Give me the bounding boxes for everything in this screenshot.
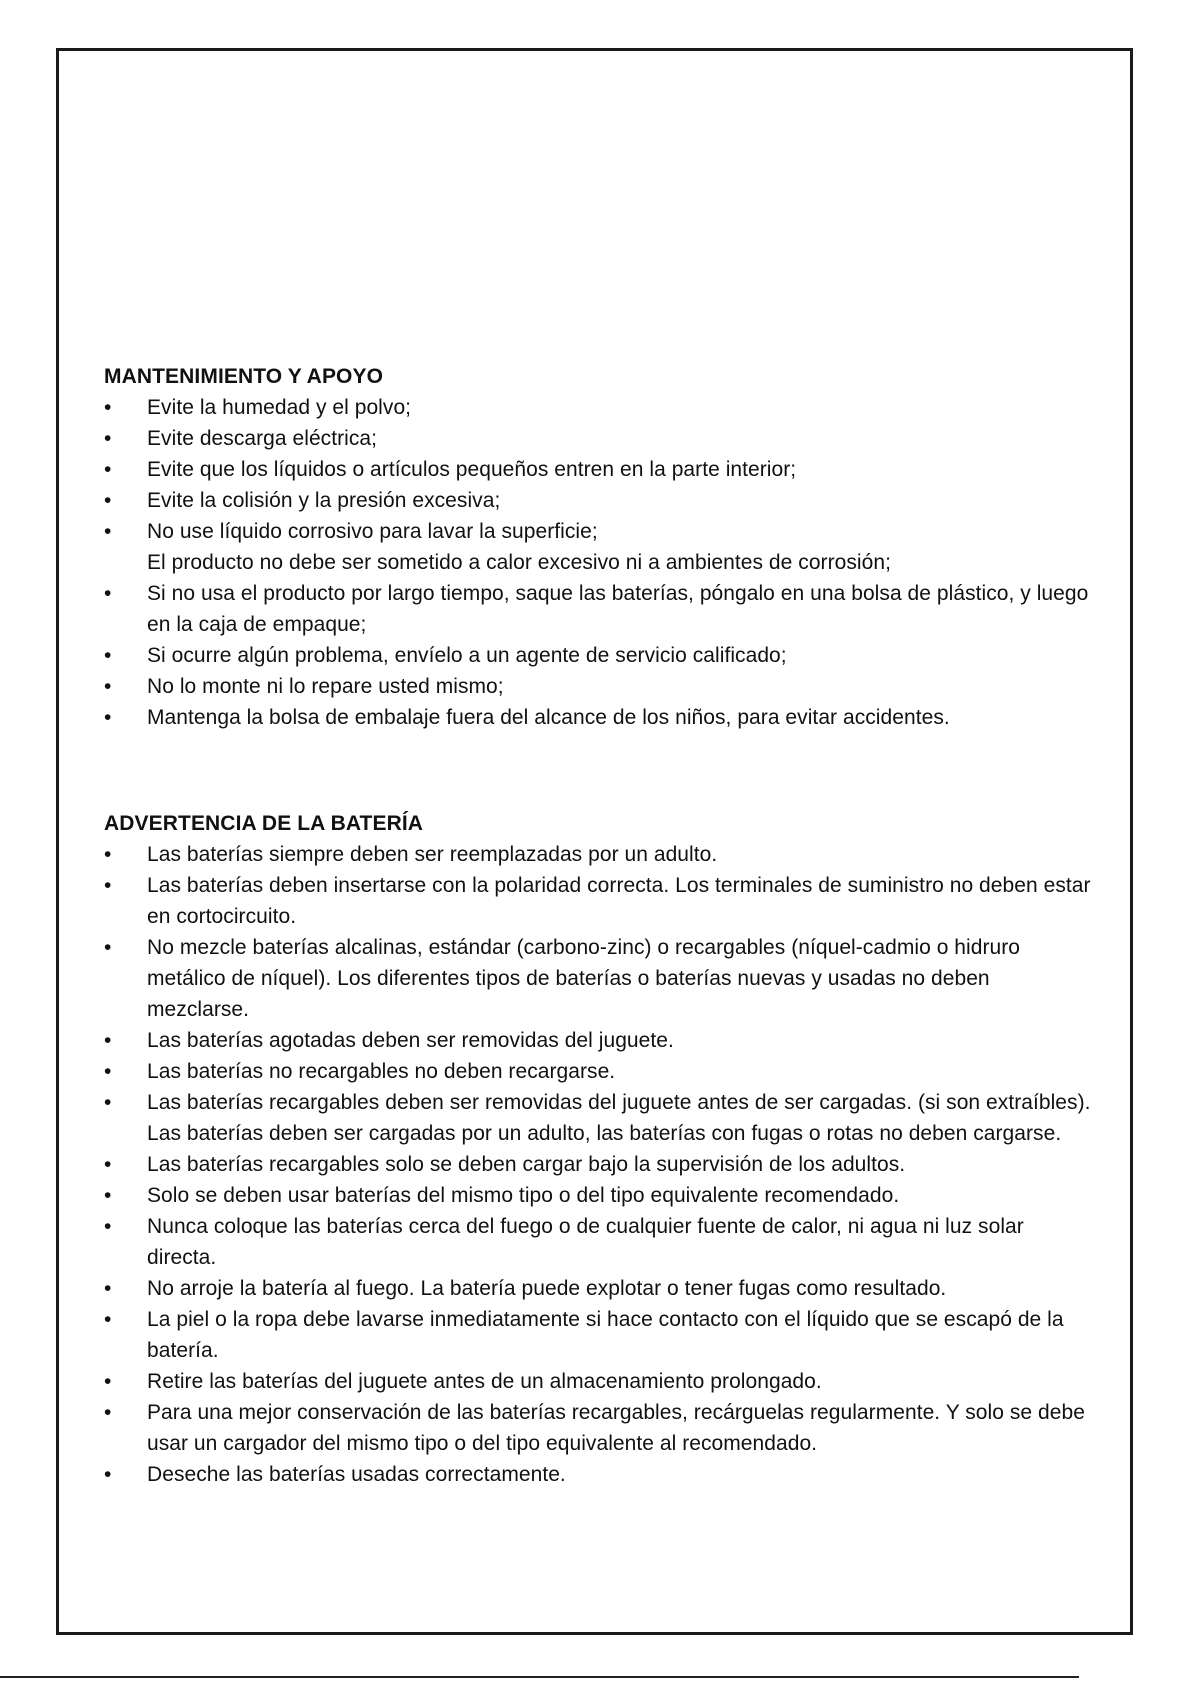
maintenance-section [104,361,1094,733]
list-item-text: Las baterías no recargables no deben recargarse. [147,1060,616,1083]
list-item [104,485,1094,516]
list-item-text: No use líquido corrosivo para lavar la superficie; [147,520,598,543]
list-item-text: No lo monte ni lo repare usted mismo; [147,675,504,698]
list-item [104,1087,1094,1149]
list-item-text: Nunca coloque las baterías cerca del fuego o de cualquier fuente de calor, ni agua ni luz solar directa. [147,1215,1024,1269]
list-item [104,839,1094,870]
battery-warning-section [104,808,1094,1490]
list-item [104,1056,1094,1087]
list-item-text: Para una mejor conservación de las baterías recargables, recárguelas regularmente. Y solo se debe usar un cargador del mismo tipo o del tipo equivalente al recomendado. [147,1401,1085,1455]
list-item-text: Deseche las baterías usadas correctamente. [147,1463,566,1486]
list-item-text: Las baterías recargables solo se deben cargar bajo la supervisión de los adultos. [147,1153,906,1176]
list-item [104,1366,1094,1397]
list-item-text: Las baterías agotadas deben ser removidas del juguete. [147,1029,674,1052]
list-item-text: Evite la humedad y el polvo; [147,396,412,419]
bullet-icon: • [104,1060,112,1083]
list-item-text: Mantenga la bolsa de embalaje fuera del alcance de los niños, para evitar accidentes. [147,706,950,729]
bullet-icon: • [104,675,112,698]
list-item-text: No arroje la batería al fuego. La batería puede explotar o tener fugas como resultado. [147,1277,947,1300]
list-item-text: La piel o la ropa debe lavarse inmediatamente si hace contacto con el líquido que se escapó de la batería. [147,1308,1064,1362]
bullet-icon: • [104,1463,112,1486]
list-item-text: Las baterías deben insertarse con la polaridad correcta. Los terminales de suministro no deben estar en cortocircuito. [147,874,1091,928]
bullet-icon: • [104,427,112,450]
bullet-icon: • [104,458,112,481]
list-item-text: Evite descarga eléctrica; [147,427,378,450]
bullet-icon: • [104,706,112,729]
list-item [104,870,1094,932]
bullet-icon: • [104,874,112,897]
list-item [104,392,1094,423]
bullet-icon: • [104,520,112,543]
list-item-text: Si no usa el producto por largo tiempo, saque las baterías, póngalo en una bolsa de plástico, y luego en la caja de empaque; [147,582,1089,636]
list-item [104,640,1094,671]
bullet-icon: • [104,1277,112,1300]
list-item [104,423,1094,454]
list-item [104,1459,1094,1490]
maintenance-list [104,392,1094,733]
maintenance-heading: MANTENIMIENTO Y APOYO [104,365,384,388]
bullet-icon: • [104,1153,112,1176]
bullet-icon: • [104,1215,112,1238]
bullet-icon: • [104,1029,112,1052]
list-item-text: Si ocurre algún problema, envíelo a un agente de servicio calificado; [147,644,787,667]
bullet-icon: • [104,843,112,866]
list-item-text: Retire las baterías del juguete antes de un almacenamiento prolongado. [147,1370,822,1393]
list-item [104,1180,1094,1211]
bullet-icon: • [104,936,112,959]
list-item [104,578,1094,640]
list-item [104,1397,1094,1459]
list-item-text: Las baterías siempre deben ser reemplazadas por un adulto. [147,843,718,866]
list-item [104,516,1094,547]
list-item [104,547,1094,578]
bullet-icon: • [104,396,112,419]
list-item-text: Las baterías recargables deben ser removidas del juguete antes de ser cargadas. (si son extraíbles). Las baterías deben ser cargadas por un adulto, las baterías con fugas o rotas no deben cargarse. [147,1091,1091,1145]
bullet-icon: • [104,1184,112,1207]
list-item [104,671,1094,702]
list-item [104,1025,1094,1056]
list-item [104,1304,1094,1366]
list-item-text: No mezcle baterías alcalinas, estándar (carbono-zinc) o recargables (níquel-cadmio o hidruro metálico de níquel). Los diferentes tipos de baterías o baterías nuevas y usadas no deben mezclarse. [147,936,1021,1021]
bullet-icon: • [104,1091,112,1114]
bottom-divider [0,1676,1079,1678]
battery-warning-list [104,839,1094,1490]
list-item [104,702,1094,733]
bullet-icon: • [104,644,112,667]
list-item [104,932,1094,1025]
battery-warning-heading: ADVERTENCIA DE LA BATERÍA [104,812,424,835]
list-item [104,1211,1094,1273]
list-item-text: Solo se deben usar baterías del mismo tipo o del tipo equivalente recomendado. [147,1184,900,1207]
list-item [104,1149,1094,1180]
bullet-icon: • [104,1308,112,1331]
list-item-text: Evite que los líquidos o artículos pequeños entren en la parte interior; [147,458,797,481]
bullet-icon: • [104,1401,112,1424]
list-item [104,454,1094,485]
list-item-text: El producto no debe ser sometido a calor excesivo ni a ambientes de corrosión; [147,551,891,574]
list-item [104,1273,1094,1304]
bullet-icon: • [104,1370,112,1393]
bullet-icon: • [104,489,112,512]
list-item-text: Evite la colisión y la presión excesiva; [147,489,501,512]
bullet-icon: • [104,582,112,605]
